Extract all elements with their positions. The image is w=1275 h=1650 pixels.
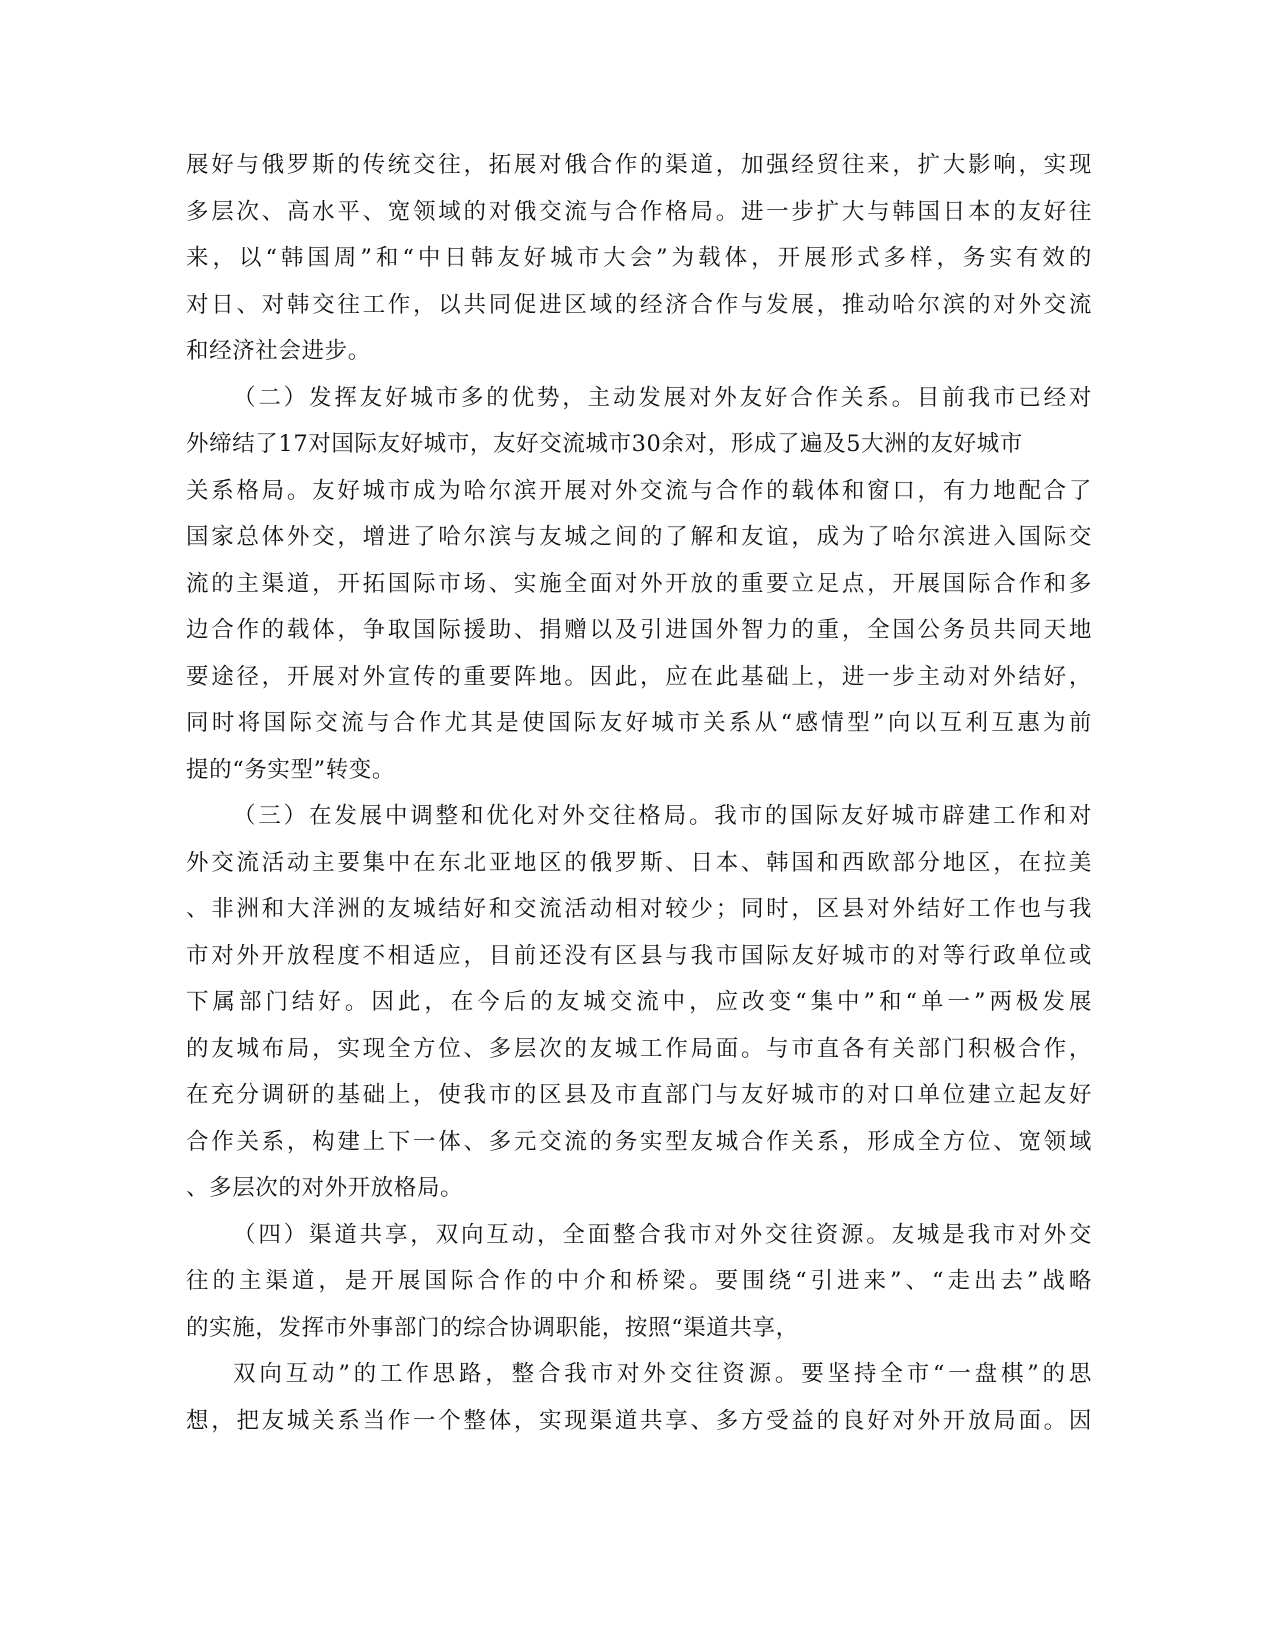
text-line: 的实施，发挥市外事部门的综合协调职能，按照“渠道共享， xyxy=(186,1314,799,1341)
text-line: 边合作的载体，争取国际援助、捐赠以及引进国外智力的重，全国公务员共同天地 xyxy=(186,617,1092,643)
paragraph xyxy=(186,793,1092,1212)
text-line: 外缔结了17对国际友好城市，友好交流城市30余对，形成了遍及5大洲的友好城市 xyxy=(186,431,1023,457)
text-line: 在充分调研的基础上，使我市的区县及市直部门与友好城市的对口单位建立起友好 xyxy=(186,1082,1092,1108)
paragraph xyxy=(186,375,1092,794)
text-line: 要途径，开展对外宣传的重要阵地。因此，应在此基础上，进一步主动对外结好， xyxy=(186,663,1092,690)
text-line: 国家总体外交，增进了哈尔滨与友城之间的了解和友谊，成为了哈尔滨进入国际交 xyxy=(186,524,1092,550)
text-line: 展好与俄罗斯的传统交往，拓展对俄合作的渠道，加强经贸往来，扩大影响，实现 xyxy=(186,152,1092,178)
text-line: 往的主渠道，是开展国际合作的中介和桥梁。要围绕“引进来”、“走出去”战略 xyxy=(186,1268,1092,1294)
body-text xyxy=(186,142,1092,1444)
text-line: 和经济社会进步。 xyxy=(186,338,371,364)
text-line: 外交流活动主要集中在东北亚地区的俄罗斯、日本、韩国和西欧部分地区，在拉美 xyxy=(186,849,1092,876)
text-line: 多层次、高水平、宽领域的对俄交流与合作格局。进一步扩大与韩国日本的友好往 xyxy=(186,198,1092,225)
text-line: 来，以“韩国周”和“中日韩友好城市大会”为载体，开展形式多样，务实有效的 xyxy=(186,245,1092,271)
text-line: 下属部门结好。因此，在今后的友城交流中，应改变“集中”和“单一”两极发展 xyxy=(186,989,1092,1015)
text-line: 流的主渠道，开拓国际市场、实施全面对外开放的重要立足点，开展国际合作和多 xyxy=(186,570,1092,597)
text-line: 双向互动”的工作思路，整合我市对外交往资源。要坚持全市“一盘棋”的思 xyxy=(233,1361,1092,1387)
text-line: 的友城布局，实现全方位、多层次的友城工作局面。与市直各有关部门积极合作， xyxy=(186,1035,1092,1062)
text-line: 提的“务实型”转变。 xyxy=(186,756,396,783)
text-line: 市对外开放程度不相适应，目前还没有区县与我市国际友好城市的对等行政单位或 xyxy=(186,942,1092,969)
paragraph xyxy=(186,142,1092,375)
text-line: 对日、对韩交往工作，以共同促进区域的经济合作与发展，推动哈尔滨的对外交流 xyxy=(186,291,1092,318)
paragraph xyxy=(186,1351,1092,1444)
text-line: 、非洲和大洋洲的友城结好和交流活动相对较少；同时，区县对外结好工作也与我 xyxy=(186,896,1092,922)
text-line: （四）渠道共享，双向互动，全面整合我市对外交往资源。友城是我市对外交 xyxy=(233,1221,1092,1248)
text-line: 同时将国际交流与合作尤其是使国际友好城市关系从“感情型”向以互利互惠为前 xyxy=(186,710,1092,736)
text-line: （三）在发展中调整和优化对外交往格局。我市的国际友好城市辟建工作和对 xyxy=(233,803,1092,829)
text-line: 合作关系，构建上下一体、多元交流的务实型友城合作关系，形成全方位、宽领域 xyxy=(186,1128,1092,1155)
text-line: 想，把友城关系当作一个整体，实现渠道共享、多方受益的良好对外开放局面。因 xyxy=(186,1407,1092,1434)
text-line: 、多层次的对外开放格局。 xyxy=(186,1175,464,1201)
text-line: 关系格局。友好城市成为哈尔滨开展对外交流与合作的载体和窗口，有力地配合了 xyxy=(186,477,1092,504)
paragraph xyxy=(186,1212,1092,1352)
text-line: （二）发挥友好城市多的优势，主动发展对外友好合作关系。目前我市已经对 xyxy=(233,384,1092,411)
